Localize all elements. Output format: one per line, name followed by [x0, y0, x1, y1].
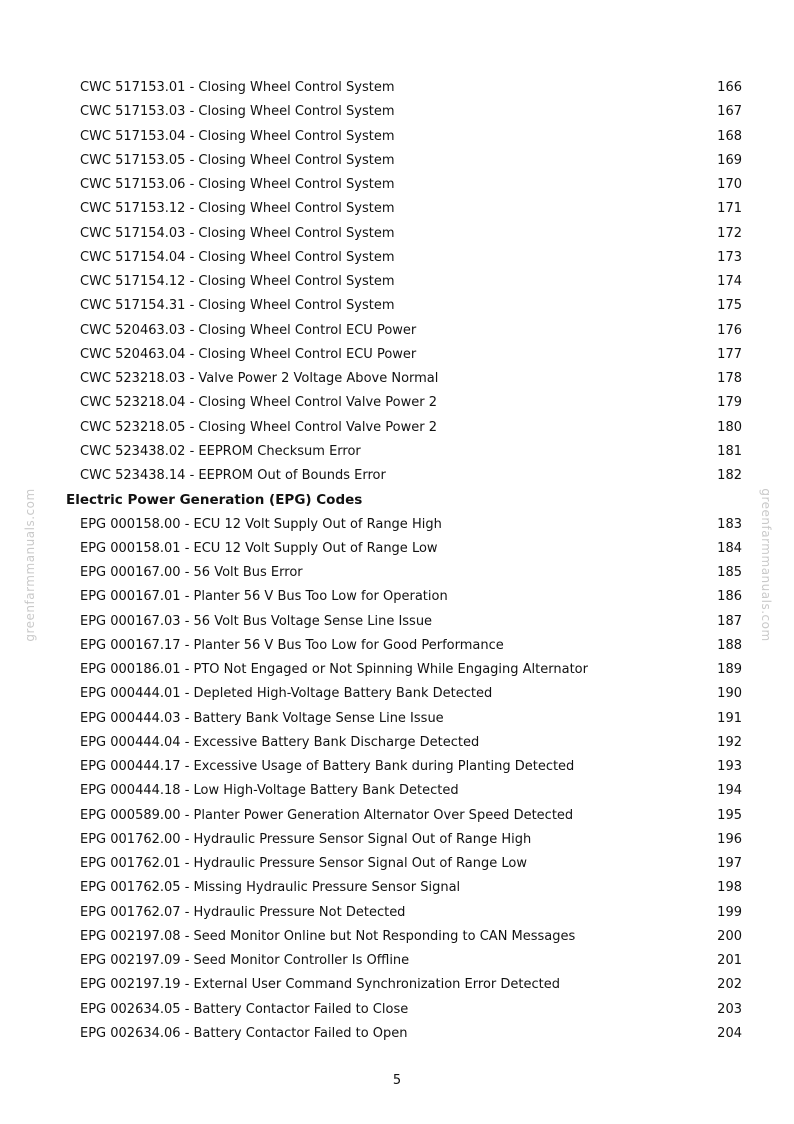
- table-of-contents: [0, 76, 794, 1046]
- toc-entry-page: 192: [717, 734, 742, 750]
- section-heading-text: Electric Power Generation (EPG) Codes: [66, 492, 363, 509]
- toc-entry[interactable]: [0, 561, 794, 585]
- toc-entry-page: 184: [717, 540, 742, 556]
- toc-entry-title: EPG 000589.00 - Planter Power Generation Alternator Over Speed Detected: [80, 807, 574, 823]
- toc-entry-page: 176: [717, 322, 742, 338]
- toc-entry-page: 179: [717, 395, 742, 411]
- toc-entry-page: 175: [717, 298, 742, 314]
- watermark-left: greenfarmmanuals.com: [23, 488, 37, 642]
- toc-entry-title: CWC 520463.04 - Closing Wheel Control ECU Power: [80, 346, 417, 362]
- toc-entry-page: 178: [717, 371, 742, 386]
- toc-entry-page: 201: [717, 953, 742, 968]
- toc-entry-page: 183: [717, 516, 742, 532]
- toc-entry-page: 189: [717, 662, 742, 677]
- toc-entry[interactable]: [0, 149, 794, 173]
- toc-entry-page: 188: [717, 637, 742, 653]
- toc-entry[interactable]: [0, 222, 794, 246]
- toc-entry-title: EPG 002634.05 - Battery Contactor Failed to Close: [80, 1001, 409, 1017]
- toc-entry-page: 181: [717, 443, 742, 459]
- toc-entry[interactable]: [0, 173, 794, 197]
- toc-entry[interactable]: [0, 755, 794, 779]
- toc-entry-page: 198: [717, 880, 742, 896]
- toc-entry-title: CWC 517153.03 - Closing Wheel Control System: [80, 104, 395, 120]
- toc-entry-title: CWC 517153.05 - Closing Wheel Control System: [80, 152, 395, 168]
- toc-entry[interactable]: [0, 464, 794, 488]
- toc-entry-title: CWC 523438.14 - EEPROM Out of Bounds Error: [80, 468, 386, 483]
- toc-entry-page: 190: [717, 686, 742, 702]
- toc-entry[interactable]: [0, 125, 794, 149]
- toc-entry[interactable]: [0, 197, 794, 221]
- toc-entry-title: CWC 517153.04 - Closing Wheel Control System: [80, 128, 395, 144]
- toc-entry-title: EPG 000444.17 - Excessive Usage of Battery Bank during Planting Detected: [80, 759, 575, 774]
- toc-entry-page: 204: [717, 1025, 742, 1041]
- toc-entry-title: EPG 000444.03 - Battery Bank Voltage Sense Line Issue: [80, 710, 444, 726]
- toc-entry[interactable]: [0, 804, 794, 828]
- toc-entry-page: 186: [717, 589, 742, 605]
- toc-entry-title: EPG 000444.18 - Low High-Voltage Battery Bank Detected: [80, 783, 459, 799]
- toc-entry-title: EPG 000158.00 - ECU 12 Volt Supply Out of Range High: [80, 516, 442, 532]
- page-number: 5: [392, 1073, 402, 1088]
- toc-entry-page: 187: [717, 613, 742, 629]
- toc-entry[interactable]: [0, 416, 794, 440]
- toc-entry-title: EPG 001762.05 - Missing Hydraulic Pressure Sensor Signal: [80, 880, 461, 896]
- toc-entry-page: 193: [717, 759, 742, 774]
- toc-entry-page: 170: [717, 177, 742, 192]
- toc-entry-title: CWC 517153.06 - Closing Wheel Control System: [80, 177, 395, 192]
- toc-entry[interactable]: [0, 294, 794, 318]
- toc-entry-page: 171: [717, 201, 742, 217]
- toc-entry[interactable]: [0, 973, 794, 997]
- toc-entry-page: 167: [717, 104, 742, 120]
- toc-entry-page: 199: [717, 904, 742, 920]
- toc-entry-title: EPG 000167.01 - Planter 56 V Bus Too Low for Operation: [80, 589, 448, 605]
- section-heading[interactable]: [0, 488, 794, 512]
- toc-entry-title: EPG 001762.01 - Hydraulic Pressure Sensor Signal Out of Range Low: [80, 856, 527, 871]
- toc-entry-title: CWC 517154.04 - Closing Wheel Control System: [80, 249, 395, 265]
- toc-entry-title: EPG 000444.01 - Depleted High-Voltage Battery Bank Detected: [80, 686, 493, 702]
- toc-entry-page: 197: [717, 856, 742, 871]
- toc-entry-title: EPG 000444.04 - Excessive Battery Bank Discharge Detected: [80, 734, 480, 750]
- toc-entry[interactable]: [0, 828, 794, 852]
- toc-entry[interactable]: [0, 731, 794, 755]
- toc-entry-title: EPG 000167.03 - 56 Volt Bus Voltage Sense Line Issue: [80, 613, 433, 629]
- toc-entry-title: EPG 000158.01 - ECU 12 Volt Supply Out of Range Low: [80, 540, 438, 556]
- toc-entry-title: CWC 517153.12 - Closing Wheel Control System: [80, 201, 395, 217]
- toc-entry-page: 169: [717, 152, 742, 168]
- watermark-right: greenfarmmanuals.com: [759, 488, 773, 642]
- toc-entry[interactable]: [0, 852, 794, 876]
- toc-entry[interactable]: [0, 610, 794, 634]
- toc-entry-title: CWC 523218.03 - Valve Power 2 Voltage Above Normal: [80, 371, 439, 386]
- toc-entry-title: CWC 523218.04 - Closing Wheel Control Valve Power 2: [80, 395, 437, 411]
- toc-entry-title: CWC 517154.12 - Closing Wheel Control System: [80, 274, 395, 289]
- toc-entry-page: 177: [717, 346, 742, 362]
- toc-entry-page: 202: [717, 977, 742, 993]
- toc-entry-title: EPG 002634.06 - Battery Contactor Failed to Open: [80, 1025, 408, 1041]
- toc-entry[interactable]: [0, 513, 794, 537]
- toc-entry[interactable]: [0, 634, 794, 658]
- toc-entry-title: CWC 517153.01 - Closing Wheel Control System: [80, 80, 395, 95]
- toc-entry-page: 185: [717, 565, 742, 580]
- toc-entry-page: 182: [717, 468, 742, 483]
- toc-entry[interactable]: [0, 100, 794, 124]
- toc-entry-title: CWC 523218.05 - Closing Wheel Control Valve Power 2: [80, 419, 437, 435]
- toc-entry[interactable]: [0, 585, 794, 609]
- toc-entry-page: 180: [717, 419, 742, 435]
- toc-entry-page: 191: [717, 710, 742, 726]
- toc-entry-title: CWC 520463.03 - Closing Wheel Control ECU Power: [80, 322, 417, 338]
- toc-entry[interactable]: [0, 391, 794, 415]
- toc-entry-page: 194: [717, 783, 742, 799]
- toc-entry[interactable]: [0, 707, 794, 731]
- toc-list-cwc: [0, 76, 794, 488]
- toc-entry[interactable]: [0, 876, 794, 900]
- toc-entry-page: 168: [717, 128, 742, 144]
- toc-entry[interactable]: [0, 998, 794, 1022]
- toc-entry[interactable]: [0, 319, 794, 343]
- toc-entry[interactable]: [0, 901, 794, 925]
- toc-entry[interactable]: [0, 367, 794, 391]
- toc-entry[interactable]: [0, 537, 794, 561]
- toc-entry[interactable]: [0, 440, 794, 464]
- toc-entry[interactable]: [0, 779, 794, 803]
- toc-entry-page: 173: [717, 249, 742, 265]
- toc-entry[interactable]: [0, 270, 794, 294]
- toc-entry[interactable]: [0, 925, 794, 949]
- toc-entry-page: 200: [717, 928, 742, 944]
- toc-entry-title: EPG 002197.09 - Seed Monitor Controller Is Offline: [80, 953, 410, 968]
- toc-entry-page: 195: [717, 807, 742, 823]
- toc-entry-title: EPG 001762.00 - Hydraulic Pressure Sensor Signal Out of Range High: [80, 831, 532, 847]
- toc-entry-page: 203: [717, 1001, 742, 1017]
- toc-entry-title: EPG 000186.01 - PTO Not Engaged or Not Spinning While Engaging Alternator: [80, 662, 588, 677]
- toc-entry-title: EPG 001762.07 - Hydraulic Pressure Not Detected: [80, 904, 406, 920]
- toc-entry[interactable]: [0, 76, 794, 100]
- toc-entry-title: EPG 002197.19 - External User Command Synchronization Error Detected: [80, 977, 560, 993]
- toc-entry-page: 172: [717, 225, 742, 241]
- toc-entry[interactable]: [0, 658, 794, 682]
- toc-entry-title: EPG 000167.17 - Planter 56 V Bus Too Low for Good Performance: [80, 637, 504, 653]
- toc-entry[interactable]: [0, 682, 794, 706]
- toc-entry[interactable]: [0, 1022, 794, 1046]
- toc-list-epg: [0, 513, 794, 1047]
- toc-entry[interactable]: [0, 343, 794, 367]
- toc-entry-title: EPG 000167.00 - 56 Volt Bus Error: [80, 565, 303, 580]
- toc-entry-page: 166: [717, 80, 742, 95]
- toc-entry-page: 174: [717, 274, 742, 289]
- toc-entry-title: CWC 517154.03 - Closing Wheel Control System: [80, 225, 395, 241]
- toc-entry-title: CWC 523438.02 - EEPROM Checksum Error: [80, 443, 361, 459]
- toc-entry[interactable]: [0, 246, 794, 270]
- toc-entry-page: 196: [717, 831, 742, 847]
- toc-entry[interactable]: [0, 949, 794, 973]
- toc-entry-title: EPG 002197.08 - Seed Monitor Online but Not Responding to CAN Messages: [80, 928, 576, 944]
- toc-entry-title: CWC 517154.31 - Closing Wheel Control System: [80, 298, 395, 314]
